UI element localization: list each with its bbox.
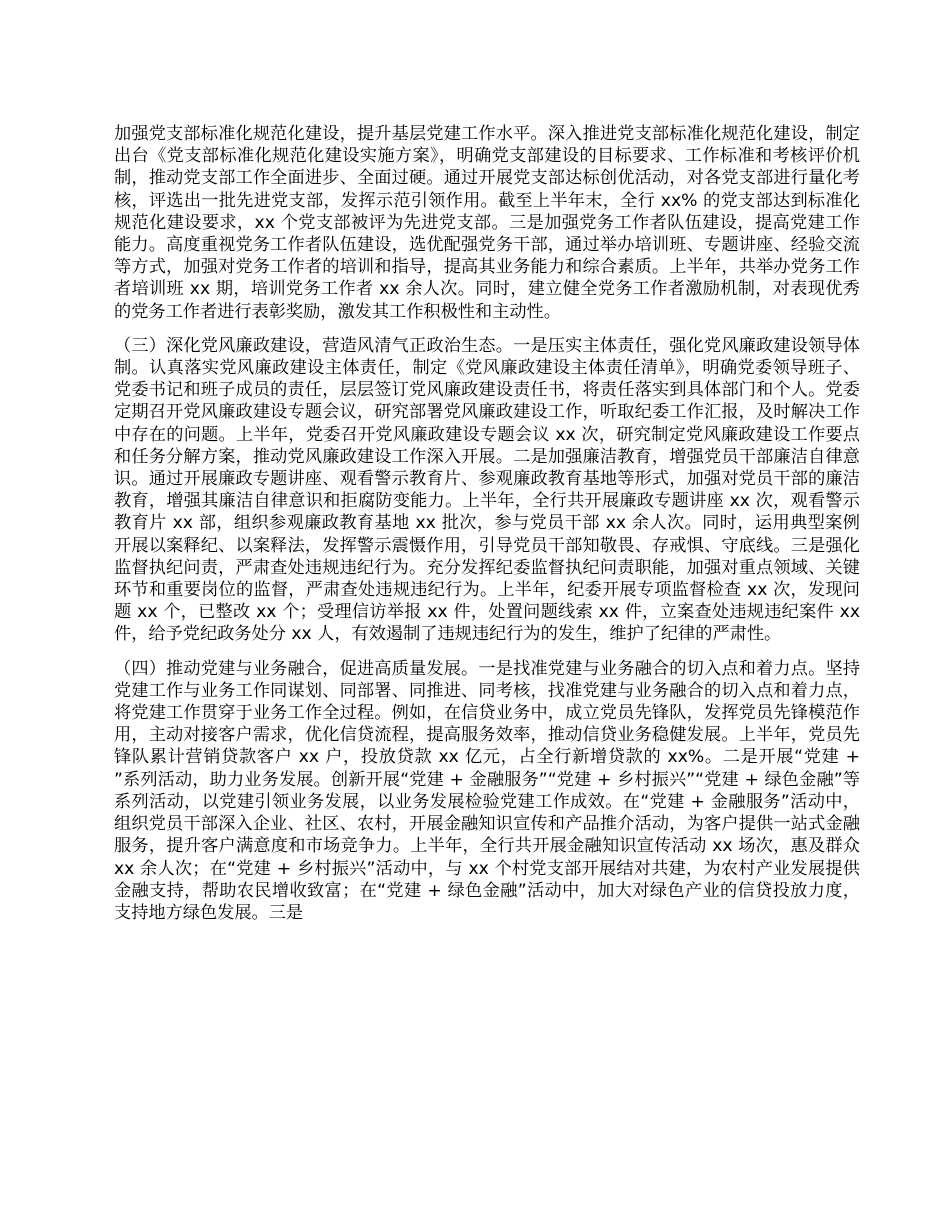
document-body <box>114 123 860 936</box>
paragraph-party-branch-building: 加强党支部标准化规范化建设，提升基层党建工作水平。深入推进党支部标准化规范化建设，制定出台《党支部标准化规范化建设实施方案》，明确党支部建设的目标要求、工作标准和考核评价机制，推动党支部工作全面进步、全面过硬。通过开展党支部达标创优活动，对各党支部进行量化考核，评选出一批先进党支部，发挥示范引领作用。截至上半年末，全行 xx% 的党支部达到标准化规范化建设要求，xx 个党支部被评为先进党支部。三是加强党务工作者队伍建设，提高党建工作能力。高度重视党务工作者队伍建设，选优配强党务干部，通过举办培训班、专题讲座、经验交流等方式，加强对党务工作者的培训和指导，提高其业务能力和综合素质。上半年，共举办党务工作者培训班 xx 期，培训党务工作者 xx 余人次。同时，建立健全党务工作者激励机制，对表现优秀的党务工作者进行表彰奖励，激发其工作积极性和主动性。 <box>114 124 860 322</box>
paragraph-integrity-building: （三）深化党风廉政建设，营造风清气正政治生态。一是压实主体责任，强化党风廉政建设领导体制。认真落实党风廉政建设主体责任，制定《党风廉政建设主体责任清单》，明确党委领导班子、党委书记和班子成员的责任，层层签订党风廉政建设责任书，将责任落实到具体部门和个人。党委定期召开党风廉政建设专题会议，研究部署党风廉政建设工作，听取纪委工作汇报，及时解决工作中存在的问题。上半年，党委召开党风廉政建设专题会议 xx 次，研究制定党风廉政建设工作要点和任务分解方案，推动党风廉政建设工作深入开展。二是加强廉洁教育，增强党员干部廉洁自律意识。通过开展廉政专题讲座、观看警示教育片、参观廉政教育基地等形式，加强对党员干部的廉洁教育，增强其廉洁自律意识和拒腐防变能力。上半年，全行共开展廉政专题讲座 xx 次，观看警示教育片 xx 部，组织参观廉政教育基地 xx 批次，参与党员干部 xx 余人次。同时，运用典型案例开展以案释纪、以案释法，发挥警示震慑作用，引导党员干部知敬畏、存戒惧、守底线。三是强化监督执纪问责，严肃查处违规违纪行为。充分发挥纪委监督执纪问责职能，加强对重点领域、关键环节和重要岗位的监督，严肃查处违规违纪行为。上半年，纪委开展专项监督检查 xx 次，发现问题 xx 个，已整改 xx 个；受理信访举报 xx 件，处置问题线索 xx 件，立案查处违规违纪案件 xx 件，给予党纪政务处分 xx 人，有效遏制了违规违纪行为的发生，维护了纪律的严肃性。 <box>114 335 860 645</box>
paragraph-party-business-integration: （四）推动党建与业务融合，促进高质量发展。一是找准党建与业务融合的切入点和着力点。坚持党建工作与业务工作同谋划、同部署、同推进、同考核，找准党建与业务融合的切入点和着力点，将党建工作贯穿于业务工作全过程。例如，在信贷业务中，成立党员先锋队，发挥党员先锋模范作用，主动对接客户需求，优化信贷流程，提高服务效率，推动信贷业务稳健发展。上半年，党员先锋队累计营销贷款客户 xx 户，投放贷款 xx 亿元，占全行新增贷款的 xx%。二是开展“党建 + ”系列活动，助力业务发展。创新开展“党建 + 金融服务”“党建 + 乡村振兴”“党建 + 绿色金融”等系列活动，以党建引领业务发展，以业务发展检验党建工作成效。在“党建 + 金融服务”活动中，组织党员干部深入企业、社区、农村，开展金融知识宣传和产品推介活动，为客户提供一站式金融服务，提升客户满意度和市场竞争力。上半年，全行共开展金融知识宣传活动 xx 场次，惠及群众 xx 余人次；在“党建 + 乡村振兴”活动中，与 xx 个村党支部开展结对共建，为农村产业发展提供金融支持，帮助农民增收致富；在“党建 + 绿色金融”活动中，加大对绿色产业的信贷投放力度，支持地方绿色发展。三是 <box>114 658 860 923</box>
